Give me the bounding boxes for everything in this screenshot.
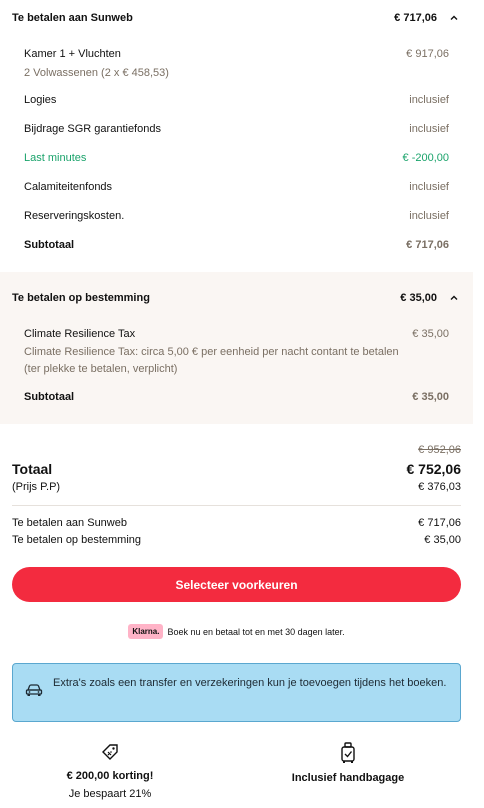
summary-destination-amount: € 35,00 <box>424 534 461 546</box>
row-value: € 717,06 <box>406 239 449 251</box>
price-row-sgr <box>24 123 449 135</box>
extras-info-box <box>12 663 461 722</box>
row-value: € 917,06 <box>406 48 449 60</box>
sunweb-payment-section <box>0 0 473 264</box>
luggage-check-icon <box>338 755 358 767</box>
chevron-up-icon[interactable] <box>449 13 459 23</box>
row-value: € 35,00 <box>412 391 449 403</box>
klarna-notice <box>0 624 473 639</box>
climate-tax-subtext-2: (ter plekke te betalen, verplicht) <box>24 363 178 375</box>
price-row-calamiteitenfonds <box>24 181 449 193</box>
price-row-room <box>24 48 449 60</box>
total-label: Totaal <box>12 461 53 477</box>
destination-payment-section <box>0 272 473 424</box>
usp-hand-luggage <box>278 742 418 784</box>
row-value: inclusief <box>409 210 449 222</box>
total-amount: € 752,06 <box>406 461 461 477</box>
summary-sunweb-row <box>12 517 461 529</box>
usp-discount <box>40 742 180 800</box>
sunweb-section-amount: € 717,06 <box>394 12 437 24</box>
usp-discount-title: € 200,00 korting! <box>66 770 154 782</box>
destination-section-amount: € 35,00 <box>400 292 437 304</box>
destination-section-header[interactable] <box>12 292 459 304</box>
summary-sunweb-label: Te betalen aan Sunweb <box>12 517 127 529</box>
row-value: € -200,00 <box>402 152 449 164</box>
price-row-subtotal <box>24 239 449 251</box>
summary-destination-label: Te betalen op bestemming <box>12 534 142 546</box>
sunweb-section-header[interactable] <box>12 12 459 24</box>
row-value: € 35,00 <box>412 328 449 340</box>
pp-label: (Prijs P.P) <box>12 481 61 493</box>
summary-destination-row <box>12 534 461 546</box>
extras-info-text: Extra's zoals een transfer en verzekeringen kun je toevoegen tijdens het boeken. <box>53 677 447 689</box>
row-value: inclusief <box>409 123 449 135</box>
price-row-subtotal <box>24 391 449 403</box>
row-label: Reserveringskosten. <box>24 210 125 222</box>
row-label: Subtotaal <box>24 391 75 403</box>
car-icon <box>25 683 43 702</box>
divider <box>12 505 461 506</box>
summary-sunweb-amount: € 717,06 <box>418 517 461 529</box>
row-value: inclusief <box>409 94 449 106</box>
total-row <box>12 461 461 477</box>
price-row-reservation-fee <box>24 210 449 222</box>
klarna-logo: Klarna. <box>128 624 163 639</box>
row-label: Last minutes <box>24 152 87 164</box>
price-row-last-minutes <box>24 152 449 164</box>
old-price-row <box>12 444 461 456</box>
row-label: Logies <box>24 94 57 106</box>
destination-section-title: Te betalen op bestemming <box>12 292 150 304</box>
price-per-person-row <box>12 481 461 493</box>
room-subtext: 2 Volwassenen (2 x € 458,53) <box>24 67 169 79</box>
pp-amount: € 376,03 <box>418 481 461 493</box>
chevron-up-icon[interactable] <box>449 293 459 303</box>
usp-discount-subtitle: Je bespaart 21% <box>68 788 152 800</box>
select-preferences-button[interactable]: Selecteer voorkeuren <box>12 567 461 602</box>
klarna-text: Boek nu en betaal tot en met 30 dagen later. <box>167 626 345 637</box>
price-row-logies <box>24 94 449 106</box>
row-label: Bijdrage SGR garantiefonds <box>24 123 161 135</box>
price-row-climate-tax <box>24 328 449 340</box>
sunweb-section-title: Te betalen aan Sunweb <box>12 12 133 24</box>
usp-luggage-title: Inclusief handbagage <box>291 772 405 784</box>
row-label: Calamiteitenfonds <box>24 181 113 193</box>
climate-tax-subtext: Climate Resilience Tax: circa 5,00 € per eenheid per nacht contant te betalen <box>24 346 399 358</box>
old-price: € 952,06 <box>418 444 461 456</box>
discount-tag-icon <box>100 753 120 765</box>
row-value: inclusief <box>409 181 449 193</box>
row-label: Kamer 1 + Vluchten <box>24 48 121 60</box>
row-label: Climate Resilience Tax <box>24 328 136 340</box>
row-label: Subtotaal <box>24 239 75 251</box>
